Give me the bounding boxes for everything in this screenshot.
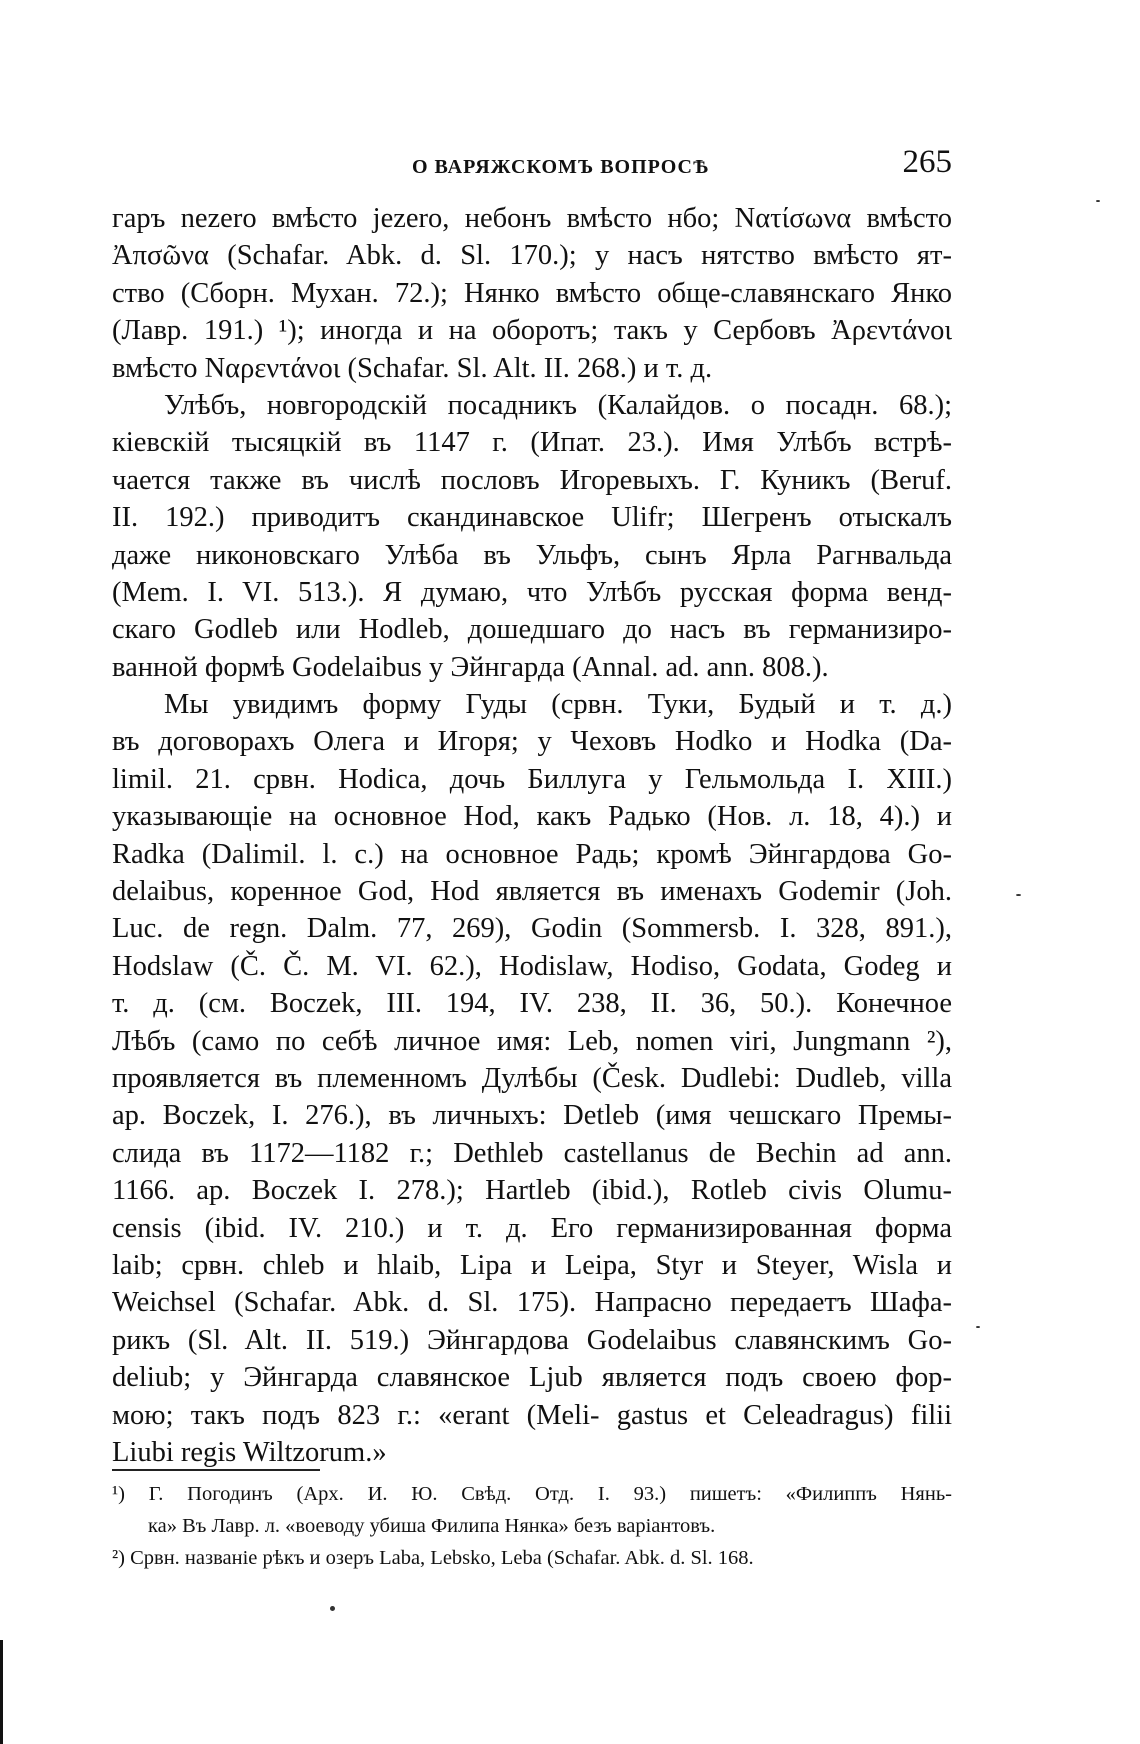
text-line: laib; срвн. chleb и hlaib, Lipa и Leipa, Styr и Steyer, Wisla и xyxy=(112,1249,952,1281)
text-line: даже никоновскаго Улѣба въ Ульфъ, сынъ Ярла Рагнвальда xyxy=(112,539,952,571)
text-line: т. д. (см. Boczek, III. 194, IV. 238, II. 36, 50.). Конечное xyxy=(112,988,952,1020)
text-line: limil. 21. срвн. Hodica, дочь Биллуга у Гельмольда I. XIII.) xyxy=(112,763,952,795)
text-line: кіевскій тысяцкій въ 1147 г. (Ипат. 23.). Имя Улѣбъ встрѣ- xyxy=(112,427,952,459)
text-line: (Mem. I. VI. 513.). Я думаю, что Улѣбъ русская форма венд- xyxy=(112,576,952,608)
text-line: гаръ nezero вмѣсто jezero, небонъ вмѣсто нбо; Νατίσωνα вмѣсто xyxy=(112,203,952,234)
text-line: въ договорахъ Олега и Игоря; у Чеховъ Hodko и Hodka (Da- xyxy=(112,726,952,758)
footnote-line: ка» Въ Лавр. л. «воеводу убиша Филипа Нянка» безъ варіантовъ. xyxy=(148,1515,716,1537)
running-title: О ВАРЯЖСКОМЪ ВОПРОСѢ xyxy=(412,156,710,178)
text-line: чается также въ числѣ пословъ Игоревыхъ. Г. Куникъ (Beruf. xyxy=(112,464,952,496)
text-line: 1166. ap. Boczek I. 278.); Hartleb (ibid.), Rotleb civis Olumu- xyxy=(112,1175,952,1207)
text-line: deliub; у Эйнгарда славянское Ljub является подъ своею фор- xyxy=(112,1362,952,1394)
footnote-line: ²) Срвн. названіе рѣкъ и озеръ Laba, Lebsko, Leba (Schafar. Abk. d. Sl. 168. xyxy=(112,1547,754,1569)
text-line: Liubi regis Wiltzorum.» xyxy=(112,1436,387,1468)
text-line: вмѣсто Ναρεντάνοι (Schafar. Sl. Alt. II. 268.) и т. д. xyxy=(112,352,713,384)
scan-speck xyxy=(1016,894,1021,896)
text-line: ство (Сборн. Мухан. 72.); Нянко вмѣсто обще-славянскаго Янко xyxy=(112,277,952,309)
page-number: 265 xyxy=(902,144,952,180)
running-head xyxy=(112,144,952,184)
text-line: Radka (Dalimil. l. c.) на основное Радь; кромѣ Эйнгардова Go- xyxy=(112,838,952,870)
footnote-rule xyxy=(112,1469,320,1471)
text-line: слида въ 1172—1182 г.; Dethleb castellanus de Bechin ad ann. xyxy=(112,1137,952,1169)
text-line: ванной формѣ Godelaibus у Эйнгарда (Annal. ad. ann. 808.). xyxy=(112,651,829,683)
scan-speck xyxy=(330,1606,335,1611)
scan-edge-shadow xyxy=(0,1640,3,1744)
text-line: II. 192.) приводитъ скандинавское Ulifr; Шегренъ отыскалъ xyxy=(112,502,952,534)
text-line: указывающіе на основное Hod, какъ Радько (Нов. л. 18, 4).) и xyxy=(112,801,952,833)
text-line: (Лавр. 191.) ¹); иногда и на оборотъ; такъ у Сербовъ Ἀρεντάνοι xyxy=(112,315,952,347)
body-text xyxy=(112,200,952,1471)
footnotes xyxy=(112,1478,952,1574)
text-line: проявляется въ племенномъ Дулѣбы (Česk. Dudlebi: Dudleb, villa xyxy=(112,1062,952,1094)
text-line: Weichsel (Schafar. Abk. d. Sl. 175). Напрасно передаетъ Шафа- xyxy=(112,1287,952,1319)
text-line: Hodslaw (Č. Č. M. VI. 62.), Hodislaw, Hodiso, Godata, Godeg и xyxy=(112,950,952,982)
scan-speck xyxy=(976,1326,980,1328)
text-line: Лѣбъ (само по себѣ личное имя: Leb, nomen viri, Jungmann ²), xyxy=(112,1025,952,1057)
text-line: рикъ (Sl. Alt. II. 519.) Эйнгардова Godelaibus славянскимъ Go- xyxy=(112,1324,952,1356)
text-line: delaibus, коренное God, Hod является въ именахъ Godemir (Joh. xyxy=(112,876,952,908)
footnote-line: ¹) Г. Погодинъ (Арх. И. Ю. Свѣд. Отд. I. 93.) пишетъ: «Филиппъ Нянь- xyxy=(112,1483,952,1505)
text-line: Мы увидимъ форму Гуды (срвн. Туки, Будый и т. д.) xyxy=(164,689,952,721)
text-line: censis (ibid. IV. 210.) и т. д. Его германизированная форма xyxy=(112,1212,952,1244)
scan-speck xyxy=(1096,200,1100,202)
text-line: Ἀπσῶνα (Schafar. Abk. d. Sl. 170.); у насъ нятство вмѣсто ят- xyxy=(112,240,952,272)
text-line: ap. Boczek, I. 276.), въ личныхъ: Detleb (имя чешскаго Премы- xyxy=(112,1100,952,1132)
text-line: Luc. de regn. Dalm. 77, 269), Godin (Sommersb. I. 328, 891.), xyxy=(112,913,952,945)
text-line: скаго Godleb или Hodleb, дошедшаго до насъ въ германизиро- xyxy=(112,614,952,646)
text-line: мою; такъ подъ 823 г.: «erant (Meli- gastus et Celeadragus) filii xyxy=(112,1399,952,1431)
text-line: Улѣбъ, новгородскій посадникъ (Калайдов. о посадн. 68.); xyxy=(164,389,952,421)
